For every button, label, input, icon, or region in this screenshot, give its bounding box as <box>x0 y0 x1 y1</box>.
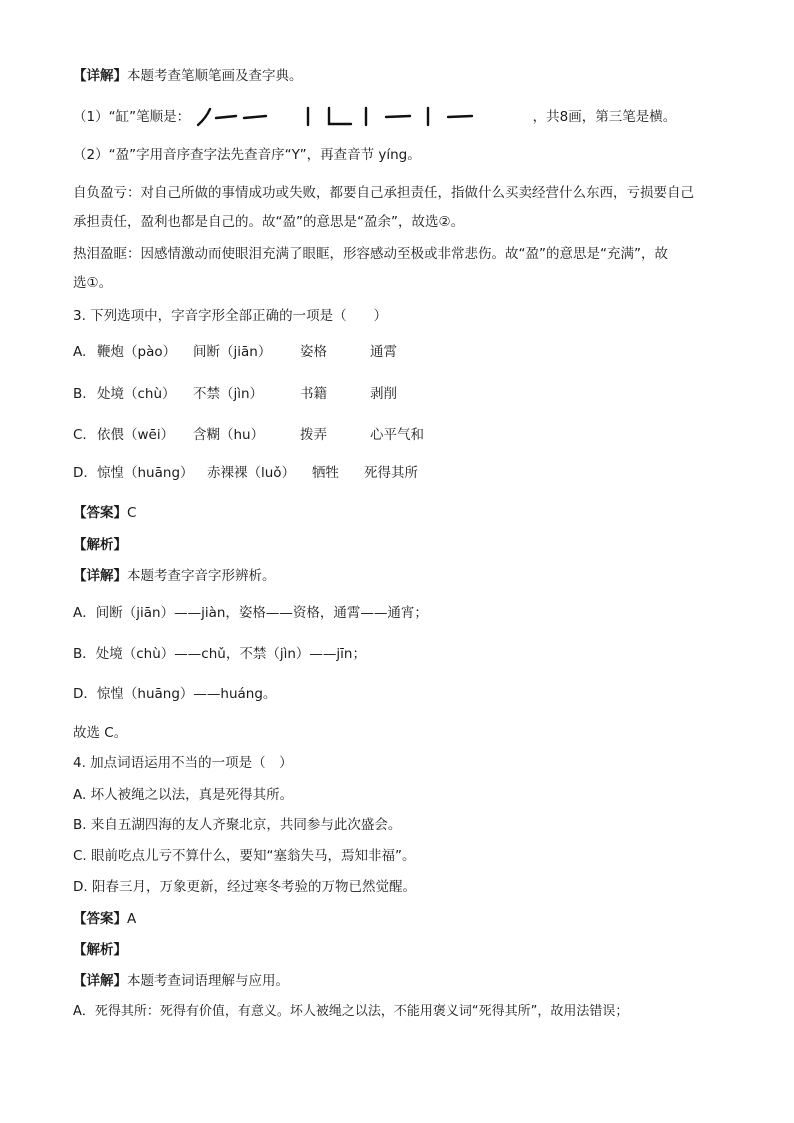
detail-tag: 【详解】 <box>73 973 127 989</box>
q3-option-item: 拨弄 <box>300 427 327 443</box>
q3-option-item: 书籍 <box>300 386 327 402</box>
q3-option-item: 剥削 <box>370 386 397 402</box>
q4-explain-a: A．死得其所：死得有价值，有意义。坏人被绳之以法，不能用褒义词“死得其所”，故用法错误； <box>73 1004 629 1019</box>
ying-lookup-line: （2）“盈”字用音序查字法先查音序“Y”，再查音节 yíng。 <box>73 147 421 163</box>
q3-option-item: 姿格 <box>300 344 327 360</box>
q4-option-c: C. 眼前吃点儿亏不算什么，要知“塞翁失马，焉知非福”。 <box>73 848 416 864</box>
q4-answer-line <box>73 909 136 929</box>
q4-detail-line <box>73 971 289 991</box>
q3-option-label: D. <box>73 465 88 481</box>
para2-line2: 选①。 <box>73 275 113 291</box>
q3-option-d <box>73 463 418 483</box>
q4-option-d: D. 阳春三月，万象更新，经过寒冬考验的万物已然觉醒。 <box>73 879 416 895</box>
q4-analysis-tag: 【解析】 <box>73 942 127 958</box>
q4-stem: 4. 加点词语运用不当的一项是（ ） <box>73 755 293 771</box>
q3-option-item: 死得其所 <box>364 465 418 481</box>
answer-tag: 【答案】 <box>73 505 127 521</box>
para1-line1: 自负盈亏：对自己所做的事情成功或失败，都要自己承担责任，指做什么买卖经营什么东西，亏损要自己 <box>73 185 694 201</box>
q3-answer-line <box>73 503 136 523</box>
q3-option-item: 通霄 <box>370 344 397 360</box>
detail-tag: 【详解】 <box>73 68 127 84</box>
q3-conclusion: 故选 C。 <box>73 725 128 741</box>
q3-analysis-tag: 【解析】 <box>73 537 127 553</box>
gang-suffix: ，共8画，第三笔是横。 <box>532 109 677 125</box>
q3-detail-line <box>73 566 276 586</box>
q3-option-label: B. <box>73 386 87 402</box>
answer-tag: 【答案】 <box>73 911 127 927</box>
detail-text: 本题考查字音字形辨析。 <box>127 568 276 584</box>
detail-text: 本题考查词语理解与应用。 <box>127 973 289 989</box>
q3-option-item: 牺牲 <box>312 465 339 481</box>
stroke-order-figure <box>196 104 526 130</box>
para1-line2: 承担责任，盈利也都是自己的。故“盈”的意思是“盈余”，故选②。 <box>73 214 465 230</box>
q3-option-item: 处境（chù） <box>97 386 176 402</box>
answer-value: C <box>127 505 137 521</box>
q3-option-label: A. <box>73 344 87 360</box>
q3-explain-b: B．处境（chù）——chǔ，不禁（jìn）——jīn； <box>73 646 366 662</box>
q3-option-item: 心平气和 <box>370 427 424 443</box>
detail-tag: 【详解】 <box>73 568 127 584</box>
q4-option-b: B. 来自五湖四海的友人齐聚北京，共同参与此次盛会。 <box>73 817 402 833</box>
q3-option-item: 惊惶（huāng） <box>97 465 194 481</box>
q3-option-item: 间断（jiān） <box>193 344 272 360</box>
q4-option-a: A. 坏人被绳之以法，真是死得其所。 <box>73 787 294 803</box>
gang-prefix: （1）“缸”笔顺是： <box>73 109 191 125</box>
q3-explain-d: D．惊惶（huāng）——huáng。 <box>73 686 277 702</box>
q3-option-a <box>73 342 397 362</box>
detail-line-q2 <box>73 66 303 86</box>
gang-stroke-order-line <box>73 104 676 130</box>
q3-option-c <box>73 425 424 445</box>
q3-option-item: 鞭炮（pào） <box>97 344 177 360</box>
q3-option-label: C. <box>73 427 87 443</box>
q3-option-item: 不禁（jìn） <box>193 386 264 402</box>
q3-explain-a: A．间断（jiān）——jiàn，姿格——资格，通霄——通宵； <box>73 605 428 621</box>
answer-value: A <box>127 911 137 927</box>
q3-option-item: 赤裸裸（luǒ） <box>207 465 296 481</box>
q3-option-item: 含糊（hu） <box>193 427 265 443</box>
detail-text: 本题考查笔顺笔画及查字典。 <box>127 68 303 84</box>
q3-stem: 3. 下列选项中，字音字形全部正确的一项是（ ） <box>73 308 388 324</box>
q3-option-item: 依偎（wēi） <box>97 427 175 443</box>
q3-option-b <box>73 384 397 404</box>
para2-line1: 热泪盈眶：因感情激动而使眼泪充满了眼眶，形容感动至极或非常悲伤。故“盈”的意思是“充满”，故 <box>73 246 668 262</box>
